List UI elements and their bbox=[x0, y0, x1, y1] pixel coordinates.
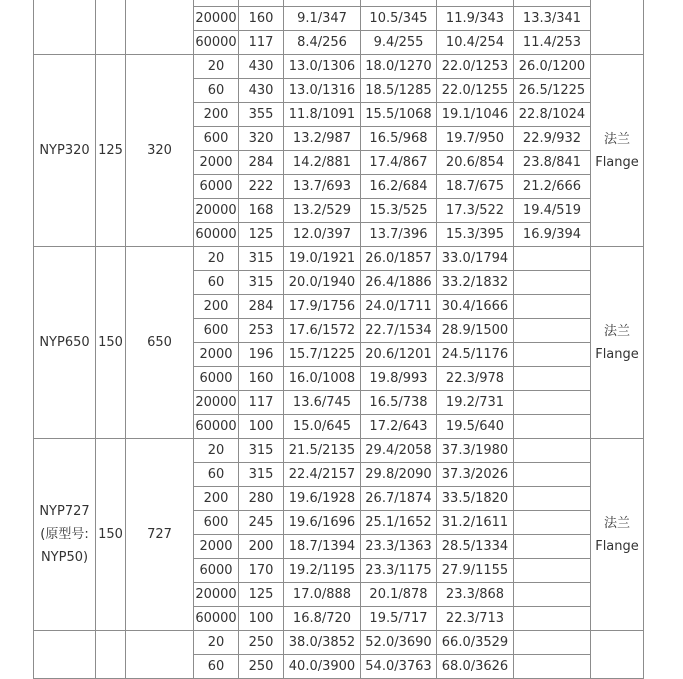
flow-power-cell: 31.2/1611 bbox=[437, 511, 514, 535]
speed-cell: 245 bbox=[239, 511, 284, 535]
connection-line: Flange bbox=[595, 346, 639, 362]
pressure-cell: 600 bbox=[194, 127, 239, 151]
flow-power-cell: 23.3/1175 bbox=[361, 559, 437, 583]
speed-cell: 100 bbox=[239, 607, 284, 631]
pressure-cell: 60000 bbox=[194, 31, 239, 55]
flow-power-cell: 16.8/720 bbox=[284, 607, 361, 631]
flow-power-cell: 21.5/2135 bbox=[284, 439, 361, 463]
pressure-cell: 20000 bbox=[194, 583, 239, 607]
pressure-cell: 20000 bbox=[194, 199, 239, 223]
connection-cell bbox=[591, 439, 644, 631]
speed-cell: 284 bbox=[239, 295, 284, 319]
flow-power-cell: 19.7/950 bbox=[437, 127, 514, 151]
flow-power-cell: 25.1/1652 bbox=[361, 511, 437, 535]
flow-power-cell: 52.0/3690 bbox=[361, 631, 437, 655]
flow-power-cell bbox=[514, 367, 591, 391]
pressure-cell: 60 bbox=[194, 271, 239, 295]
flow-power-cell: 13.3/341 bbox=[514, 7, 591, 31]
flow-power-cell bbox=[514, 319, 591, 343]
size-cell: 150 bbox=[96, 439, 126, 631]
speed-cell: 222 bbox=[239, 175, 284, 199]
flow-power-cell: 20.6/854 bbox=[437, 151, 514, 175]
flow-power-cell: 19.6/1928 bbox=[284, 487, 361, 511]
flow-power-cell: 28.9/1500 bbox=[437, 319, 514, 343]
flow-power-cell bbox=[514, 295, 591, 319]
speed-cell: 200 bbox=[239, 535, 284, 559]
speed-cell: 315 bbox=[239, 463, 284, 487]
displacement-cell: 650 bbox=[126, 247, 194, 439]
flow-power-cell: 24.0/1711 bbox=[361, 295, 437, 319]
flow-power-cell: 22.0/1255 bbox=[437, 79, 514, 103]
flow-power-cell bbox=[514, 631, 591, 655]
connection-line: 法兰 bbox=[603, 323, 630, 339]
table-row bbox=[34, 631, 644, 655]
displacement-cell bbox=[126, 0, 194, 55]
flow-power-cell: 28.5/1334 bbox=[437, 535, 514, 559]
flow-power-cell: 15.7/1225 bbox=[284, 343, 361, 367]
pressure-cell: 20 bbox=[194, 439, 239, 463]
speed-cell: 315 bbox=[239, 247, 284, 271]
flow-power-cell: 20.1/878 bbox=[361, 583, 437, 607]
flow-power-cell: 33.5/1820 bbox=[437, 487, 514, 511]
flow-power-cell: 17.0/888 bbox=[284, 583, 361, 607]
model-cell bbox=[34, 247, 96, 439]
flow-power-cell: 11.8/1091 bbox=[284, 103, 361, 127]
flow-power-cell: 19.0/1921 bbox=[284, 247, 361, 271]
speed-cell: 315 bbox=[239, 271, 284, 295]
flow-power-cell: 38.0/3852 bbox=[284, 631, 361, 655]
flow-power-cell: 16.0/1008 bbox=[284, 367, 361, 391]
table-row bbox=[34, 247, 644, 271]
pressure-cell: 6000 bbox=[194, 367, 239, 391]
flow-power-cell: 54.0/3763 bbox=[361, 655, 437, 679]
speed-cell: 170 bbox=[239, 559, 284, 583]
connection-line: Flange bbox=[595, 538, 639, 554]
flow-power-cell: 10.5/345 bbox=[361, 7, 437, 31]
flow-power-cell: 16.5/968 bbox=[361, 127, 437, 151]
flow-power-cell: 29.8/2090 bbox=[361, 463, 437, 487]
speed-cell: 117 bbox=[239, 391, 284, 415]
flow-power-cell bbox=[514, 511, 591, 535]
pressure-cell: 60 bbox=[194, 79, 239, 103]
flow-power-cell: 20.0/1940 bbox=[284, 271, 361, 295]
speed-cell: 253 bbox=[239, 319, 284, 343]
pressure-cell: 20 bbox=[194, 631, 239, 655]
flow-power-cell bbox=[514, 535, 591, 559]
flow-power-cell: 22.4/2157 bbox=[284, 463, 361, 487]
flow-power-cell: 27.9/1155 bbox=[437, 559, 514, 583]
speed-cell: 250 bbox=[239, 631, 284, 655]
flow-power-cell bbox=[514, 343, 591, 367]
flow-power-cell: 22.8/1024 bbox=[514, 103, 591, 127]
flow-power-cell: 18.0/1270 bbox=[361, 55, 437, 79]
flow-power-cell: 17.3/522 bbox=[437, 199, 514, 223]
model-cell bbox=[34, 0, 96, 55]
table-body bbox=[34, 0, 644, 679]
pressure-cell: 20000 bbox=[194, 391, 239, 415]
flow-power-cell: 8.4/256 bbox=[284, 31, 361, 55]
flow-power-cell: 15.5/1068 bbox=[361, 103, 437, 127]
speed-cell: 125 bbox=[239, 583, 284, 607]
pressure-cell: 20 bbox=[194, 247, 239, 271]
flow-power-cell: 16.2/684 bbox=[361, 175, 437, 199]
flow-power-cell: 9.4/255 bbox=[361, 31, 437, 55]
flow-power-cell: 33.0/1794 bbox=[437, 247, 514, 271]
speed-cell: 315 bbox=[239, 439, 284, 463]
pressure-cell: 600 bbox=[194, 511, 239, 535]
pressure-cell: 60 bbox=[194, 655, 239, 679]
flow-power-cell bbox=[514, 271, 591, 295]
pressure-cell: 60000 bbox=[194, 607, 239, 631]
flow-power-cell bbox=[514, 583, 591, 607]
flow-power-cell: 15.0/645 bbox=[284, 415, 361, 439]
flow-power-cell: 19.5/717 bbox=[361, 607, 437, 631]
flow-power-cell: 26.5/1225 bbox=[514, 79, 591, 103]
flow-power-cell: 17.6/1572 bbox=[284, 319, 361, 343]
flow-power-cell: 17.2/643 bbox=[361, 415, 437, 439]
pressure-cell: 6000 bbox=[194, 175, 239, 199]
model-name-line: NYP320 bbox=[39, 143, 90, 158]
flow-power-cell: 11.4/253 bbox=[514, 31, 591, 55]
speed-cell: 160 bbox=[239, 7, 284, 31]
flow-power-cell: 14.2/881 bbox=[284, 151, 361, 175]
flow-power-cell: 12.0/397 bbox=[284, 223, 361, 247]
table-row bbox=[34, 439, 644, 463]
flow-power-cell: 66.0/3529 bbox=[437, 631, 514, 655]
speed-cell: 125 bbox=[239, 223, 284, 247]
flow-power-cell: 21.2/666 bbox=[514, 175, 591, 199]
flow-power-cell: 26.7/1874 bbox=[361, 487, 437, 511]
flow-power-cell: 40.0/3900 bbox=[284, 655, 361, 679]
connection-cell bbox=[591, 247, 644, 439]
flow-power-cell: 30.4/1666 bbox=[437, 295, 514, 319]
flow-power-cell: 37.3/2026 bbox=[437, 463, 514, 487]
flow-power-cell: 13.2/987 bbox=[284, 127, 361, 151]
displacement-cell: 727 bbox=[126, 439, 194, 631]
connection-cell bbox=[591, 631, 644, 679]
flow-power-cell: 19.2/1195 bbox=[284, 559, 361, 583]
connection-line: Flange bbox=[595, 154, 639, 170]
pressure-cell: 60 bbox=[194, 463, 239, 487]
pressure-cell: 600 bbox=[194, 319, 239, 343]
flow-power-cell: 15.3/525 bbox=[361, 199, 437, 223]
flow-power-cell: 19.1/1046 bbox=[437, 103, 514, 127]
table-row bbox=[34, 55, 644, 79]
pressure-cell: 20000 bbox=[194, 7, 239, 31]
flow-power-cell bbox=[514, 439, 591, 463]
speed-cell: 430 bbox=[239, 55, 284, 79]
flow-power-cell bbox=[514, 247, 591, 271]
flow-power-cell: 13.7/396 bbox=[361, 223, 437, 247]
flow-power-cell: 13.0/1316 bbox=[284, 79, 361, 103]
flow-power-cell: 37.3/1980 bbox=[437, 439, 514, 463]
flow-power-cell: 13.0/1306 bbox=[284, 55, 361, 79]
pressure-cell: 2000 bbox=[194, 151, 239, 175]
speed-cell: 430 bbox=[239, 79, 284, 103]
flow-power-cell: 18.7/675 bbox=[437, 175, 514, 199]
flow-power-cell: 19.8/993 bbox=[361, 367, 437, 391]
flow-power-cell: 16.5/738 bbox=[361, 391, 437, 415]
flow-power-cell: 33.2/1832 bbox=[437, 271, 514, 295]
size-cell: 150 bbox=[96, 247, 126, 439]
speed-cell: 250 bbox=[239, 655, 284, 679]
flow-power-cell bbox=[514, 391, 591, 415]
flow-power-cell: 17.9/1756 bbox=[284, 295, 361, 319]
pressure-cell: 200 bbox=[194, 103, 239, 127]
model-name-line: NYP650 bbox=[39, 335, 90, 350]
connection-line: 法兰 bbox=[603, 131, 630, 147]
speed-cell: 168 bbox=[239, 199, 284, 223]
connection-cell bbox=[591, 0, 644, 55]
flow-power-cell: 18.7/1394 bbox=[284, 535, 361, 559]
flow-power-cell: 23.3/868 bbox=[437, 583, 514, 607]
size-cell: 125 bbox=[96, 55, 126, 247]
connection-cell bbox=[591, 55, 644, 247]
model-cell bbox=[34, 55, 96, 247]
flow-power-cell: 22.9/932 bbox=[514, 127, 591, 151]
flow-power-cell: 20.6/1201 bbox=[361, 343, 437, 367]
flow-power-cell: 23.8/841 bbox=[514, 151, 591, 175]
connection-line: 法兰 bbox=[603, 515, 630, 531]
model-name-line: NYP727 bbox=[39, 504, 90, 519]
flow-power-cell: 26.4/1886 bbox=[361, 271, 437, 295]
flow-power-cell: 16.9/394 bbox=[514, 223, 591, 247]
flow-power-cell: 13.7/693 bbox=[284, 175, 361, 199]
flow-power-cell bbox=[514, 655, 591, 679]
flow-power-cell: 13.2/529 bbox=[284, 199, 361, 223]
flow-power-cell bbox=[514, 559, 591, 583]
flow-power-cell: 18.5/1285 bbox=[361, 79, 437, 103]
flow-power-cell: 9.1/347 bbox=[284, 7, 361, 31]
flow-power-cell: 19.5/640 bbox=[437, 415, 514, 439]
speed-cell: 284 bbox=[239, 151, 284, 175]
flow-power-cell bbox=[514, 463, 591, 487]
displacement-cell: 320 bbox=[126, 55, 194, 247]
displacement-cell bbox=[126, 631, 194, 679]
flow-power-cell: 22.7/1534 bbox=[361, 319, 437, 343]
model-name-line: NYP50) bbox=[40, 550, 89, 565]
flow-power-cell: 23.3/1363 bbox=[361, 535, 437, 559]
flow-power-cell: 15.3/395 bbox=[437, 223, 514, 247]
speed-cell: 100 bbox=[239, 415, 284, 439]
flow-power-cell: 22.0/1253 bbox=[437, 55, 514, 79]
flow-power-cell bbox=[514, 415, 591, 439]
flow-power-cell: 26.0/1857 bbox=[361, 247, 437, 271]
pressure-cell: 2000 bbox=[194, 535, 239, 559]
pressure-cell: 60000 bbox=[194, 415, 239, 439]
speed-cell: 117 bbox=[239, 31, 284, 55]
flow-power-cell: 10.4/254 bbox=[437, 31, 514, 55]
size-cell bbox=[96, 631, 126, 679]
speed-cell: 355 bbox=[239, 103, 284, 127]
flow-power-cell: 22.3/713 bbox=[437, 607, 514, 631]
flow-power-cell: 29.4/2058 bbox=[361, 439, 437, 463]
size-cell bbox=[96, 0, 126, 55]
flow-power-cell: 26.0/1200 bbox=[514, 55, 591, 79]
flow-power-cell bbox=[514, 607, 591, 631]
speed-cell: 320 bbox=[239, 127, 284, 151]
pressure-cell: 20 bbox=[194, 55, 239, 79]
speed-cell: 196 bbox=[239, 343, 284, 367]
spec-table bbox=[33, 0, 644, 679]
model-cell bbox=[34, 631, 96, 679]
flow-power-cell: 22.3/978 bbox=[437, 367, 514, 391]
flow-power-cell: 11.9/343 bbox=[437, 7, 514, 31]
speed-cell: 160 bbox=[239, 367, 284, 391]
pressure-cell: 6000 bbox=[194, 559, 239, 583]
flow-power-cell: 17.4/867 bbox=[361, 151, 437, 175]
flow-power-cell bbox=[514, 487, 591, 511]
pressure-cell: 2000 bbox=[194, 343, 239, 367]
pressure-cell: 60000 bbox=[194, 223, 239, 247]
model-cell bbox=[34, 439, 96, 631]
flow-power-cell: 13.6/745 bbox=[284, 391, 361, 415]
flow-power-cell: 24.5/1176 bbox=[437, 343, 514, 367]
pressure-cell: 200 bbox=[194, 295, 239, 319]
speed-cell: 280 bbox=[239, 487, 284, 511]
pressure-cell: 200 bbox=[194, 487, 239, 511]
flow-power-cell: 19.4/519 bbox=[514, 199, 591, 223]
flow-power-cell: 68.0/3626 bbox=[437, 655, 514, 679]
flow-power-cell: 19.6/1696 bbox=[284, 511, 361, 535]
model-name-line: (原型号: bbox=[40, 527, 89, 542]
flow-power-cell: 19.2/731 bbox=[437, 391, 514, 415]
